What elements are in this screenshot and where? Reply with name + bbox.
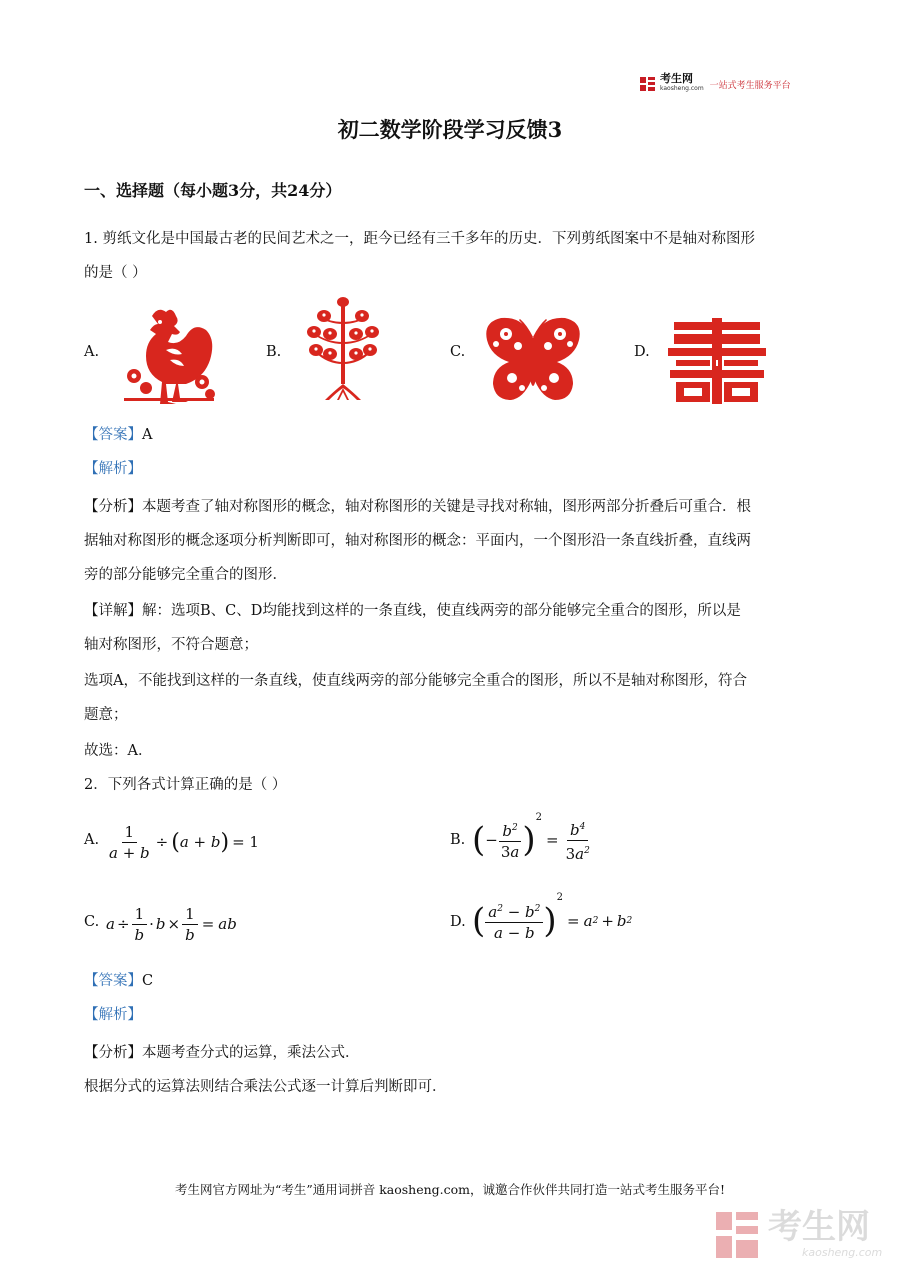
q1-detail-text1: 解：选项B、C、D均能找到这样的一条直线，使直线两旁的部分能够完全重合的图形，所以是 [142, 603, 741, 619]
q2-option-a-formula: $\frac{1}{a + b}$ ÷ ( a + b ) = 1 [109, 822, 259, 862]
q2-option-d-label: D. [450, 914, 466, 930]
q1-detail-line2: 轴对称图形，不符合题意； [84, 637, 258, 653]
q1-analysis-tag: 【解析】 [84, 461, 142, 477]
q2-fenxi-line1 [84, 1036, 824, 1070]
q2-option-b-formula: ( − $\frac{b^2}{3a}$ ) $^2$ = $\frac{b^4}{3a^2}$ [472, 812, 590, 863]
rooster-papercut-image [116, 302, 218, 404]
q2-option-d-formula: ( $\frac{a^2 - b^2}{a - b}$ ) $^2$ = a 2 + b 2 [472, 892, 633, 942]
q2-answer-value: C [142, 973, 154, 989]
section-heading: 一、选择题（每小题3分，共24分） [84, 181, 342, 200]
q1-fenxi-line2: 据轴对称图形的概念逐项分析判断即可，轴对称图形的概念：平面内，一个图形沿一条直线折叠，直线两 [84, 533, 751, 549]
q1-detail-line3: 选项A，不能找到这样的一条直线，使直线两旁的部分能够完全重合的图形，所以不是轴对称图形，符合 [84, 673, 747, 689]
q1-detail-line4: 题意； [84, 707, 128, 723]
q1-fenxi-line3: 旁的部分能够完全重合的图形． [84, 567, 287, 583]
logo-domain: kaosheng.com [660, 85, 704, 92]
watermark-domain: kaosheng.com [802, 1246, 883, 1259]
q1-stem-line2: 的是（ ） [84, 265, 147, 281]
watermark-name: 考生网 [768, 1207, 870, 1247]
q2-answer [84, 964, 824, 998]
fenxi-tag: 【分析】 [84, 1045, 142, 1061]
q2-option-c-formula: a ÷ $\frac{1}{b}$ · b × $\frac{1}{b}$ = ab [106, 904, 237, 944]
q2-fenxi-line2: 根据分式的运算法则结合乘法公式逐一计算后判断即可． [84, 1079, 447, 1095]
q1-answer-value: A [142, 427, 153, 443]
q2-option-b-label: B. [450, 832, 466, 848]
watermark-logo [716, 1207, 883, 1264]
fenxi-tag: 【分析】 [84, 499, 142, 515]
page-title: 初二数学阶段学习反馈3 [337, 117, 563, 142]
q1-stem-line1: 1. 剪纸文化是中国最古老的民间艺术之一，距今已经有三千多年的历史．下列剪纸图案中不是轴对称图形 [84, 231, 755, 247]
tree-birds-papercut-image [300, 294, 386, 402]
answer-tag: 【答案】 [84, 427, 142, 443]
page-footer: 考生网官方网址为“考生”通用词拼音 kaosheng.com，诚邀合作伙伴共同打造一站式考生服务平台! [174, 1182, 726, 1197]
q2-option-c-label: C. [84, 914, 100, 930]
q1-option-d-label: D. [634, 344, 650, 360]
double-happiness-papercut-image [668, 318, 766, 404]
q1-option-a-label: A. [84, 344, 100, 360]
butterfly-papercut-image [484, 316, 582, 404]
q1-fenxi-text1: 本题考查了轴对称图形的概念，轴对称图形的关键是寻找对称轴，图形两部分折叠后可重合．根 [142, 499, 751, 515]
q1-option-b-label: B. [266, 344, 282, 360]
logo-slogan: 一站式考生服务平台 [709, 80, 791, 91]
answer-tag: 【答案】 [84, 973, 142, 989]
brand-logo [640, 72, 840, 96]
q2-fenxi-text1: 本题考查分式的运算，乘法公式． [142, 1045, 360, 1061]
detail-tag: 【详解】 [84, 603, 142, 619]
q1-detail-line5: 故选：A． [84, 743, 153, 759]
logo-name: 考生网 [660, 72, 693, 85]
kaosheng-logo-icon [640, 76, 656, 92]
q1-option-c-label: C. [450, 344, 466, 360]
q1-answer [84, 418, 824, 452]
q2-analysis-tag: 【解析】 [84, 1007, 142, 1023]
q2-option-a-label: A. [84, 832, 100, 848]
logo-text [660, 74, 704, 94]
q2-stem: 2．下列各式计算正确的是（ ） [84, 777, 287, 793]
q1-detail-line1 [84, 594, 824, 628]
q1-fenxi-line1 [84, 490, 824, 524]
